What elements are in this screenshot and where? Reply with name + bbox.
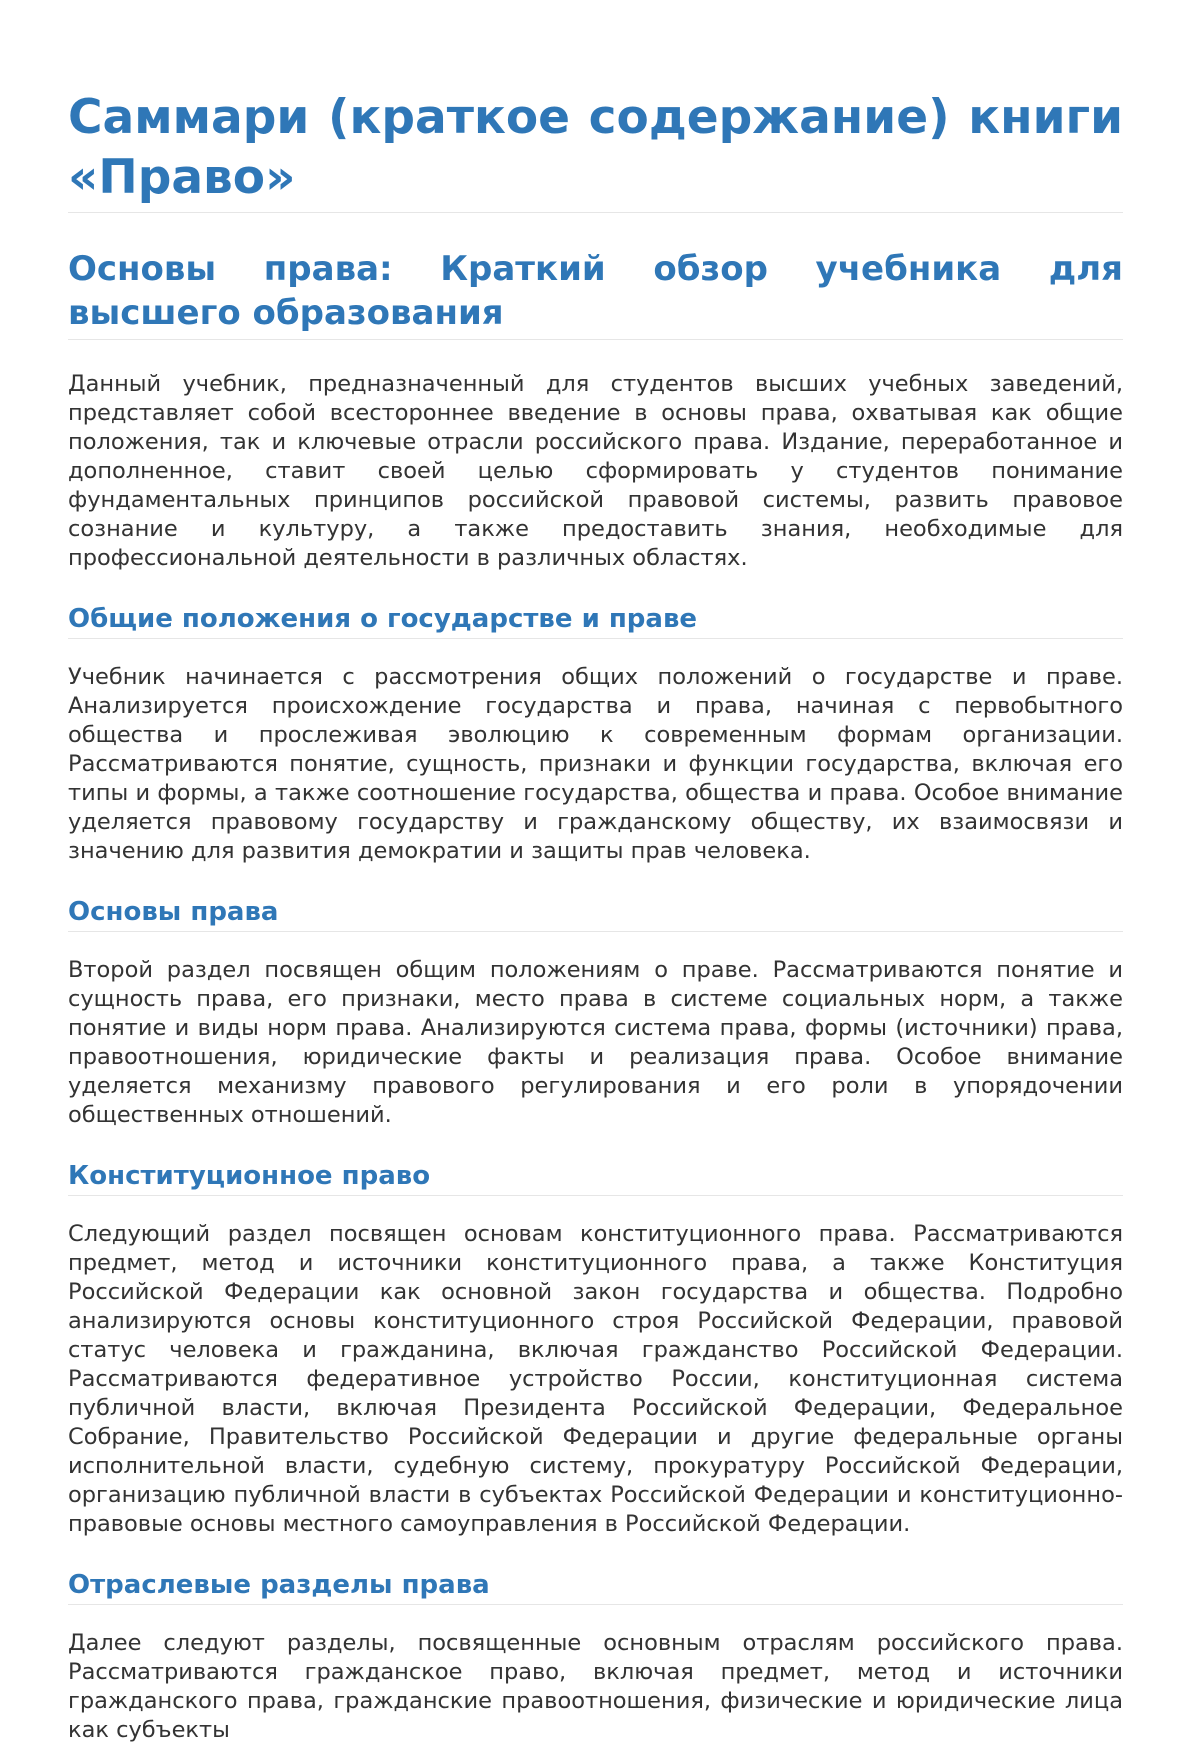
section-branch-law — [68, 1568, 1123, 1745]
document-page — [68, 88, 1123, 1745]
section-paragraph: Второй раздел посвящен общим положениям о праве. Рассматриваются понятие и сущность права, его признаки, место права в системе социальных норм, а также понятие и виды норм права. Анализируются система права, формы (источники) права, правоотношения, юридические факты и реализация права. Особое внимание уделяется механизму правового регулирования и его роли в упорядочении общественных отношений. — [68, 957, 1123, 1128]
section-heading: Основы права — [68, 895, 1123, 932]
document-title: Саммари (краткое содержание) книги «Право» — [68, 88, 1123, 213]
section-general-provisions — [68, 602, 1123, 866]
section-law-basics — [68, 895, 1123, 1130]
section-constitutional-law — [68, 1159, 1123, 1539]
section-heading: Конституционное право — [68, 1159, 1123, 1196]
intro-paragraph: Данный учебник, предназначенный для студентов высших учебных заведений, представляет собой всестороннее введение в основы права, охватывая как общие положения, так и ключевые отрасли российского права. Издание, переработанное и дополненное, ставит своей целью сформировать у студентов понимание фундаментальных принципов российской правовой системы, развить правовое сознание и культуру, а также предоставить знания, необходимые для профессиональной деятельности в различных областях. — [68, 371, 1123, 571]
section-heading: Отраслевые разделы права — [68, 1568, 1123, 1605]
section-paragraph: Следующий раздел посвящен основам конституционного права. Рассматриваются предмет, метод и источники конституционного права, а также Конституция Российской Федерации как основной закон государства и общества. Подробно анализируются основы конституционного строя Российской Федерации, правовой статус человека и гражданина, включая гражданство Российской Федерации. Рассматриваются федеративное устройство России, конституционная система публичной власти, включая Президента Российской Федерации, Федеральное Собрание, Правительство Российской Федерации и другие федеральные органы исполнительной власти, судебную систему, прокуратуру Российской Федерации, организацию публичной власти в субъектах Российской Федерации и конституционно-правовые основы местного самоуправления в Российской Федерации. — [68, 1221, 1123, 1537]
section-heading: Общие положения о государстве и праве — [68, 602, 1123, 639]
document-subtitle: Основы права: Краткий обзор учебника для высшего образования — [68, 247, 1123, 340]
section-paragraph: Учебник начинается с рассмотрения общих положений о государстве и праве. Анализируется происхождение государства и права, начиная с первобытного общества и прослеживая эволюцию к современным формам организации. Рассматриваются понятие, сущность, признаки и функции государства, включая его типы и формы, а также соотношение государства, общества и права. Особое внимание уделяется правовому государству и гражданскому обществу, их взаимосвязи и значению для развития демократии и защиты прав человека. — [68, 664, 1123, 864]
section-paragraph: Далее следуют разделы, посвященные основным отраслям российского права. Рассматриваются гражданское право, включая предмет, метод и источники гражданского права, гражданские правоотношения, физические и юридические лица как субъекты — [68, 1630, 1123, 1743]
